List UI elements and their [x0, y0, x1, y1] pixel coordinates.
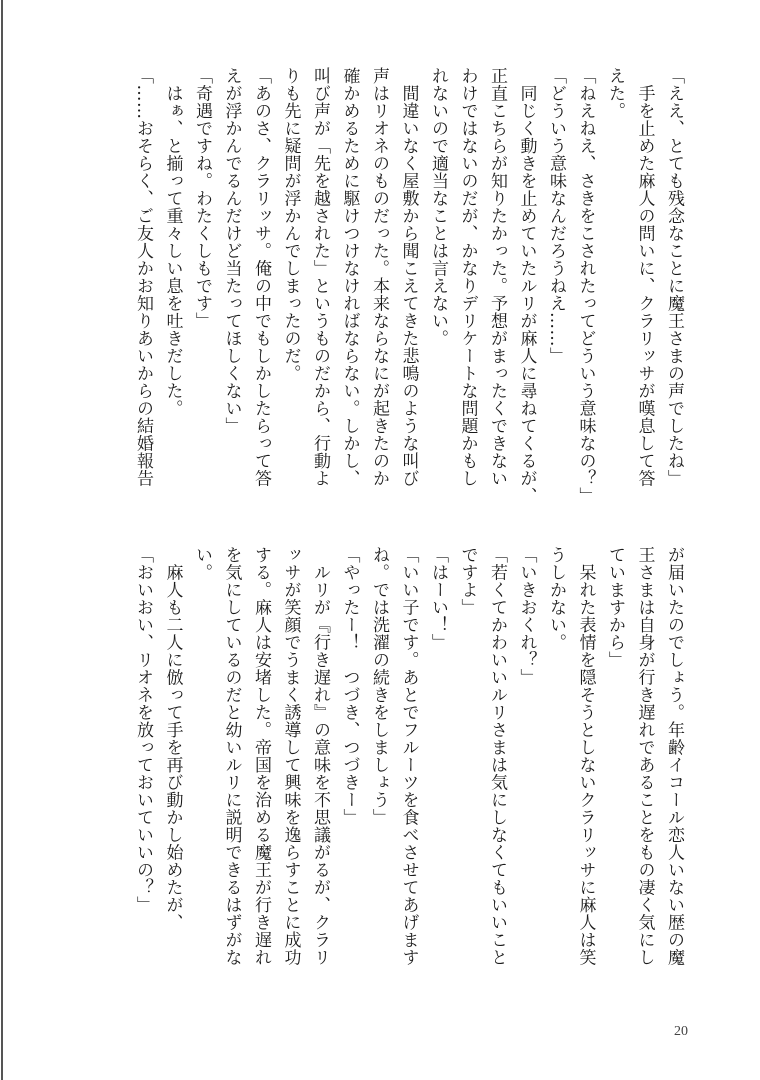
text-line: 「おいおい、リオネを放っておいていいの？」 [133, 546, 153, 914]
text-line: 「ねえねえ、さきをこされたってどういう意味なの？」 [575, 67, 596, 505]
text-line: りも先に疑問が浮かんでしまったのだ。 [280, 67, 301, 382]
text-line: 声はリオネのものだった。本来ならなにが起きたのか [369, 67, 389, 487]
text-line: 王さまは自身が行き遅れであることをもの凄く気にし [634, 546, 655, 966]
text-line: ですよ」 [457, 546, 478, 616]
text-line: 「いきおくれ？」 [516, 546, 537, 686]
page-number: 20 [674, 1024, 688, 1039]
text-line: 正直こちらが知りたかった。予想がまったくできない [487, 67, 507, 487]
text-line: 「やったー！ つづき、つづきー」 [339, 546, 360, 826]
text-line: れないので適当なことは言えない。 [428, 67, 448, 347]
text-line: ね。では洗濯の続きをしましょう」 [369, 546, 389, 826]
text-line: 叫び声が「先を越された」というものだから、行動よ [310, 67, 330, 487]
page-left-border [1, 0, 3, 1080]
text-line: が届いたのでしょう。年齢イコール恋人いない歴の魔 [664, 546, 684, 966]
text-line: 「ええ、とても残念なことに魔王さまの声でしたね」 [664, 67, 684, 487]
text-line: い。 [192, 546, 212, 581]
text-line: 「どういう意味なんだろうねえ……」 [546, 67, 566, 365]
text-line: 同じく動きを止めていたルリが麻人に尋ねてくるが、 [516, 67, 537, 505]
text-line: ルリが『行き遅れ』の意味を不思議がるが、クラリ [310, 546, 330, 966]
text-line: 「若くてかわいいルリさまは気にしなくてもいいこと [487, 546, 507, 966]
text-block-top [128, 67, 689, 517]
text-line: する。麻人は安堵した。帝国を治める魔王が行き遅れ [251, 546, 271, 966]
text-block-bottom [128, 546, 689, 996]
text-line: 「はーい！」 [428, 546, 448, 651]
text-line: えが浮かんでるんだけど当たってほしくない」 [221, 67, 242, 435]
text-line: 呆れた表情を隠そうとしないクラリッサに麻人は笑 [575, 546, 596, 966]
text-line: えた。 [605, 67, 625, 120]
text-line: 「いい子です。あとでフルーツを食べさせてあげます [398, 546, 419, 966]
text-line: 麻人も二人に倣って手を再び動かし始めたが、 [162, 546, 183, 931]
text-line: わけではないのだが、かなりデリケートな問題かもし [457, 67, 478, 487]
text-line: 「奇遇ですね。わたくしもです」 [192, 67, 212, 330]
text-line: 「……おそらく、ご友人かお知りあいからの結婚報告 [133, 67, 153, 487]
text-line: 間違いなく屋敷から聞こえてきた悲鳴のような叫び [398, 67, 419, 487]
text-line: 「あのさ、クラリッサ。俺の中でもしかしたらって答 [251, 67, 271, 487]
text-line: ッサが笑顔でうまく誘導して興味を逸らすことに成功 [280, 546, 301, 966]
text-line: を気にしているのだと幼いルリに説明できるはずがな [221, 546, 242, 966]
text-line: はぁ、と揃って重々しい息を吐きだした。 [162, 67, 183, 417]
text-line: うしかない。 [546, 546, 566, 651]
text-line: ていますから」 [605, 546, 625, 669]
text-line: 手を止めた麻人の問いに、クラリッサが嘆息して答 [634, 67, 655, 487]
text-line: 確かめるために駆けつけなければならない。しかし、 [339, 67, 360, 487]
